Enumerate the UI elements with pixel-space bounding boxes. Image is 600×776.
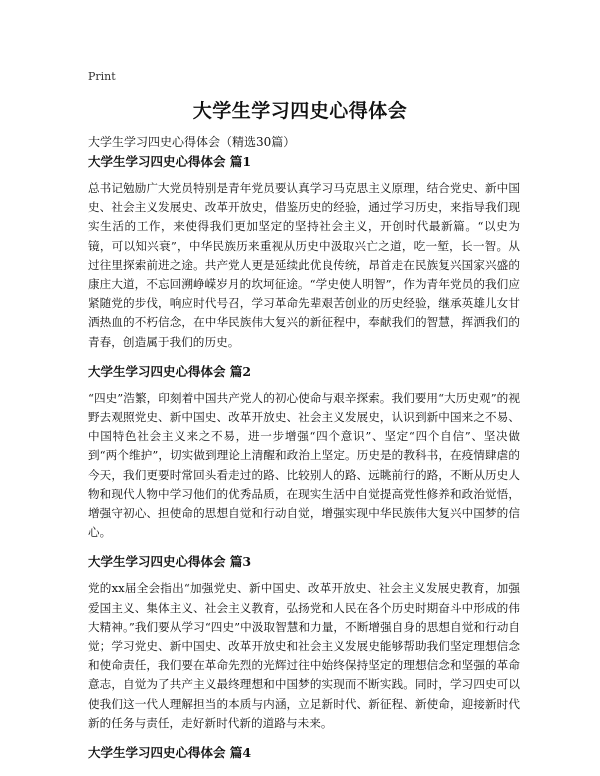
document-subtitle: 大学生学习四史心得体会（精选30篇） xyxy=(88,135,296,149)
section-body: “四史”浩繁，印刻着中国共产党人的初心使命与艰辛探索。我们要用“大历史观”的视野去观照党史、新中国史、改革开放史、社会主义发展史，认识到新中国来之不易、中国特色社会主义来之不易，进一步增强“四个意识”、坚定“四个自信”、坚决做到“两个维护”，切实做到理论上清醒和政治上坚定。历史是的教科书，在疫情肆虐的今天，我们更要时常回头看走过的路、比较别人的路、远眺前行的路，不断从历史人物和现代人物中学习他们的优秀品质，在现实生活中自觉提高党性修养和政治觉悟，增强守初心、担使命的思想自觉和行动自觉，增强实现中华民族伟大复兴中国梦的信心。 xyxy=(88,390,520,540)
section-2 xyxy=(88,362,520,543)
section-4 xyxy=(88,743,520,763)
document-content xyxy=(88,152,520,770)
section-body: 总书记勉励广大党员特别是青年党员要认真学习马克思主义原理，结合党史、新中国史、社会主义发展史、改革开放史，借鉴历史的经验，通过学习历史，来指导我们现实生活的工作，来使得我们更加坚定的坚持社会主义，开创时代最新篇。“以史为镜，可以知兴衰”，中华民族历来重视从历史中汲取兴亡之道，吃一堑，长一智。从过往里探索前进之途。共产党人更是延续此优良传统，昂首走在民族复兴国家兴盛的康庄大道，不忘回溯峥嵘岁月的坎坷征途。“学史使人明智”，作为青年党员的我们应紧随党的步伐，响应时代号召，学习革命先辈艰苦创业的历史经验，继承英雄儿女甘洒热血的不朽信念，在中华民族伟大复兴的新征程中，奉献我们的智慧，挥洒我们的青春，创造属于我们的历史。 xyxy=(88,181,520,349)
section-3 xyxy=(88,552,520,733)
section-heading: 大学生学习四史心得体会 篇4 xyxy=(88,745,252,761)
section-heading: 大学生学习四史心得体会 篇1 xyxy=(88,154,252,169)
section-heading: 大学生学习四史心得体会 篇2 xyxy=(88,363,252,379)
section-1 xyxy=(88,152,520,352)
print-link[interactable]: Print xyxy=(88,70,116,83)
document-title: 大学生学习四史心得体会 xyxy=(192,100,408,122)
section-heading: 大学生学习四史心得体会 篇3 xyxy=(88,554,252,570)
section-body: 党的xx届全会指出“加强党史、新中国史、改革开放史、社会主义发展史教育，加强爱国主义、集体主义、社会主义教育，弘扬党和人民在各个历史时期奋斗中形成的伟大精神。”我们要从学习“四史”中汲取智慧和力量，不断增强自身的思想自觉和行动自觉；学习党史、新中国史、改革开放史和社会主义发展史能够帮助我们坚定理想信念和使命责任，我们要在革命先烈的光辉过往中始终保持坚定的理想信念和坚强的革命意志，自觉为了共产主义最终理想和中国梦的实现而不断实践。同时，学习四史可以使我们这一代人理解担当的本质与内涵，立足新时代、新征程、新使命，迎接新时代新的任务与责任，走好新时代新的道路与未来。 xyxy=(88,581,520,730)
